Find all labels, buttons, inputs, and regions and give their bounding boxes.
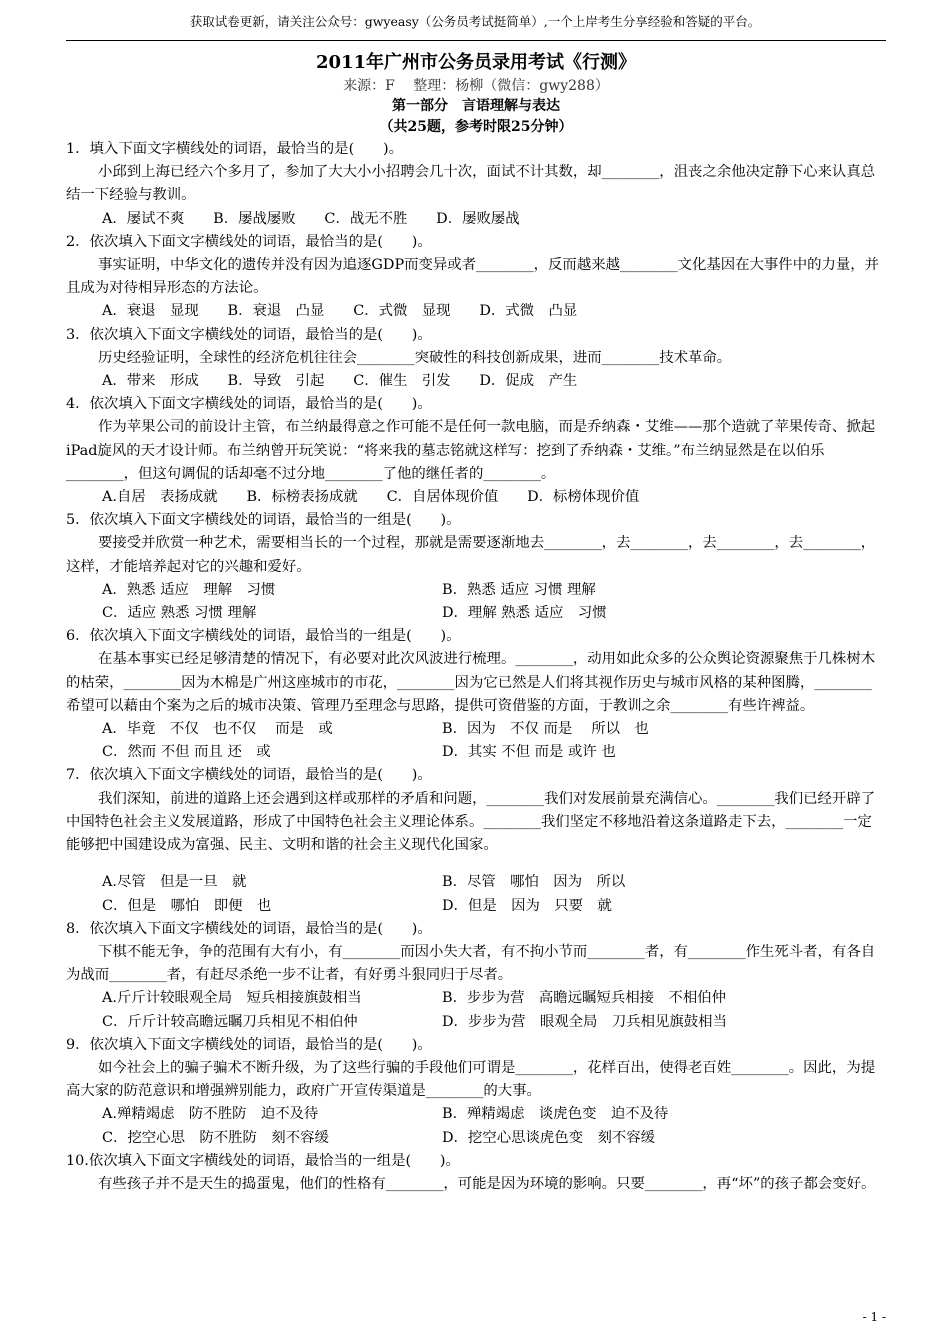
section-title: 第一部分 言语理解与表达 (392, 98, 560, 114)
question-7 (66, 764, 886, 917)
question-stem: 9．依次填入下面文字横线处的词语，最恰当的是( )。 (66, 1036, 432, 1053)
question-options: A．屡试不爽 B．屡战屡败 C．战无不胜 D．屡败屡战 (102, 210, 520, 227)
option-d: D．但是 因为 只要 就 (442, 897, 612, 914)
page-number: - 1 - (862, 1310, 886, 1324)
options-row (66, 1127, 886, 1150)
blank-spacer (66, 857, 886, 871)
options-row (66, 987, 886, 1010)
question-stem: 8．依次填入下面文字横线处的词语，最恰当的是( )。 (66, 920, 432, 937)
question-stem: 7．依次填入下面文字横线处的词语，最恰当的是( )。 (66, 767, 432, 784)
option-b: B．殚精竭虑 谈虎色变 迫不及待 (442, 1106, 669, 1123)
option-d: D．理解 熟悉 适应 习惯 (442, 605, 607, 622)
question-1 (66, 138, 886, 231)
option-c: C．挖空心思 防不胜防 刻不容缓 (102, 1129, 329, 1146)
question-passage: 如今社会上的骗子骗术不断升级，为了这些行骗的手段他们可谓是________，花样百出，使得老百姓________。因此，为提高大家的防范意识和增强辨别能力，政府广开宣传渠道是________的大事。 (66, 1059, 876, 1100)
question-passage: 要接受并欣赏一种艺术，需要相当长的一个过程，那就是需要逐渐地去________，去________，去________，去________，这样，才能培养起对它的兴趣和爱好。 (66, 535, 876, 575)
option-c: C．适应 熟悉 习惯 理解 (102, 605, 257, 622)
exam-document (66, 50, 886, 1196)
question-10 (66, 1150, 886, 1196)
option-c: C．然而 不但 而且 还 或 (102, 744, 271, 761)
option-d: D．步步为营 眼观全局 刀兵相见旗鼓相当 (442, 1013, 727, 1030)
question-options: A．衰退 显现 B．衰退 凸显 C．式微 显现 D．式微 凸显 (102, 303, 578, 320)
page-header: 获取试卷更新，请关注公众号：gwyeasy（公务员考试挺简单）,一个上岸考生分享经验和答疑的平台。 (189, 14, 761, 29)
option-a: A.斤斤计较眼观全局 短兵相接旗鼓相当 (102, 990, 362, 1007)
option-a: A．毕竟 不仅 也不仅 而是 或 (102, 721, 333, 738)
options-row (66, 871, 886, 894)
question-5 (66, 509, 886, 625)
options-row (66, 718, 886, 741)
question-stem: 4．依次填入下面文字横线处的词语，最恰当的是( )。 (66, 396, 432, 413)
question-4 (66, 393, 886, 509)
question-stem: 1．填入下面文字横线处的词语，最恰当的是( )。 (66, 141, 403, 157)
question-passage: 小邱到上海已经六个多月了，参加了大大小小招聘会几十次，面试不计其数，却________，沮丧之余他决定静下心来认真总结一下经验与教训。 (66, 164, 876, 204)
option-b: B．尽管 哪怕 因为 所以 (442, 874, 626, 891)
option-c: C．但是 哪怕 即便 也 (102, 897, 272, 914)
option-b: B．因为 不仅 而是 所以 也 (442, 721, 649, 738)
question-passage: 下棋不能无争，争的范围有大有小，有________而因小失大者，有不拘小节而________者，有________作生死斗者，有各自为战而________者，有赶尽杀绝一步不让者，有好勇斗狠同归于尽者。 (66, 943, 876, 984)
question-stem: 3．依次填入下面文字横线处的词语，最恰当的是( )。 (66, 326, 432, 343)
question-passage: 在基本事实已经足够清楚的情况下，有必要对此次风波进行梳理。________，动用如此众多的公众舆论资源聚焦于几株树木的枯荣，________因为木棉是广州这座城市的市花，________因为它已然是人们将其视作历史与城市风格的某种图腾，________希望可以藉由个案为之后的城市决策、管理乃至理念与思路，提供可资借鉴的方面，于教训之余________有些许裨益。 (66, 651, 876, 714)
question-passage: 作为苹果公司的前设计主管，布兰纳最得意之作可能不是任何一款电脑，而是乔纳森・艾维——那个造就了苹果传奇、掀起iPad旋风的天才设计师。布兰纳曾开玩笑说：“将来我的墓志铭就这样写：挖到了乔纳森・艾维。”布兰纳显然是在以伯乐________，但这句调侃的话却毫不过分地________了他的继任者的________。 (66, 419, 876, 482)
option-b: B．熟悉 适应 习惯 理解 (442, 581, 596, 598)
option-d: D．挖空心思谈虎色变 刻不容缓 (442, 1129, 656, 1146)
question-passage: 事实证明，中华文化的遗传并没有因为追逐GDP而变异或者________，反而越来越________文化基因在大事件中的力量，并且成为对待相异形态的方法论。 (66, 257, 880, 297)
question-3 (66, 324, 886, 394)
question-8 (66, 918, 886, 1034)
option-c: C．斤斤计较高瞻远瞩刀兵相见不相伯仲 (102, 1013, 358, 1030)
question-passage: 我们深知，前进的道路上还会遇到这样或那样的矛盾和问题，________我们对发展前景充满信心。________我们已经开辟了中国特色社会主义发展道路，形成了中国特色社会主义理论体系。________我们坚定不移地沿着这条道路走下去，________一定能够把中国建设成为富强、民主、文明和谐的社会主义现代化国家。 (66, 790, 876, 854)
question-stem: 10.依次填入下面文字横线处的词语，最恰当的一组是( )。 (66, 1152, 460, 1169)
section-note: （共25题，参考时限25分钟） (379, 119, 573, 135)
option-b: B．步步为营 高瞻远瞩短兵相接 不相伯仲 (442, 990, 726, 1007)
question-2 (66, 231, 886, 324)
option-a: A.尽管 但是一旦 就 (102, 874, 247, 891)
question-passage: 有些孩子并不是天生的捣蛋鬼，他们的性格有________，可能是因为环境的影响。只要________，再“坏”的孩子都会变好。 (98, 1175, 876, 1192)
option-d: D．其实 不但 而是 或许 也 (442, 744, 616, 761)
option-a: A．熟悉 适应 理解 习惯 (102, 581, 276, 598)
options-row (66, 741, 886, 764)
option-a: A.殚精竭虑 防不胜防 迫不及待 (102, 1106, 319, 1123)
source-line: 来源：F 整理：杨柳（微信：gwy288） (343, 78, 609, 94)
question-stem: 6．依次填入下面文字横线处的词语，最恰当的一组是( )。 (66, 628, 461, 645)
question-6 (66, 625, 886, 764)
options-row (66, 1103, 886, 1126)
question-stem: 5．依次填入下面文字横线处的词语，最恰当的一组是( )。 (66, 512, 461, 529)
options-row (66, 579, 886, 602)
options-row (66, 1011, 886, 1034)
options-row (66, 895, 886, 918)
question-stem: 2．依次填入下面文字横线处的词语，最恰当的是( )。 (66, 233, 432, 250)
question-options: A.自居 表扬成就 B．标榜表扬成就 C．自居体现价值 D．标榜体现价值 (102, 489, 640, 506)
question-passage: 历史经验证明，全球性的经济危机往往会________突破性的科技创新成果，进而________技术革命。 (98, 349, 732, 366)
question-options: A．带来 形成 B．导致 引起 C．催生 引发 D．促成 产生 (102, 373, 578, 390)
header-divider (66, 40, 886, 41)
document-title: 2011年广州市公务员录用考试《行测》 (315, 52, 637, 73)
question-9 (66, 1034, 886, 1150)
options-row (66, 602, 886, 625)
